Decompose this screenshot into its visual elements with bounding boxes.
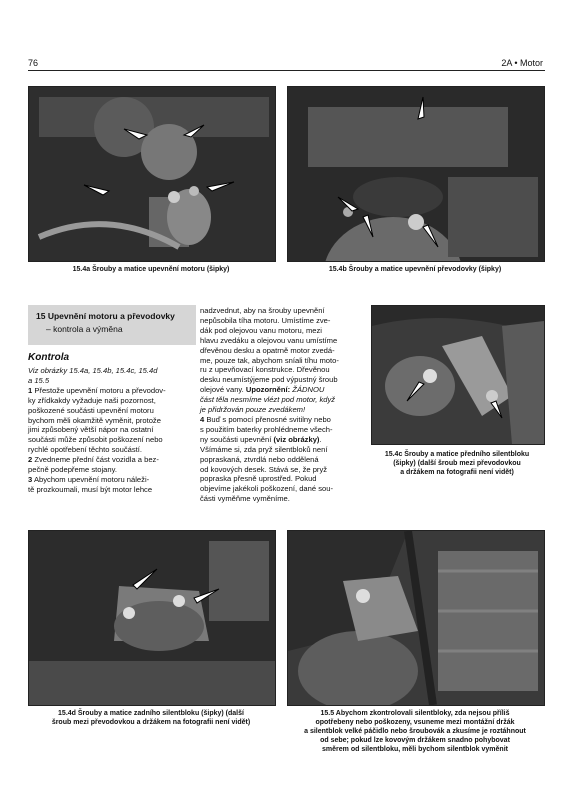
paragraph-line: pečně podepřeme stojany. (28, 465, 117, 475)
paragraph-line: me, pouze tak, abychom sníali tíhu moto- (200, 355, 339, 365)
caption-15-5: 15.5 Abychom zkontrolovali silentbloky, zda nejsou příliš opotřebeny nebo poškozeny, vsuneme mezi montážní držák a silentblok velké páčidlo nebo šroubovák a zkusíme je roztáhnout od sebe; pokud lze kovovým držákem snadno pohybovat směrem od silentbloku, měli bychom silentblok vyměnit (304, 710, 526, 753)
paragraph-line: od kovových desek. Stává se, že pryž (200, 464, 328, 474)
paragraph-line: objevíme jakékoli poškození, dané sou- (200, 484, 333, 494)
ref-line: Viz obrázky 15.4a, 15.4b, 15.4c, 15.4d (28, 366, 158, 375)
photo-engine-mounting (28, 86, 276, 262)
paragraph-line: je přidržován pouze zvedákem! (200, 405, 306, 415)
paragraph-line: tě prozkoumali, musí být motor lehce (28, 484, 153, 494)
photo-rear-mount (28, 530, 276, 706)
paragraph-line: části vyměňme vyměníme. (200, 494, 290, 504)
section-title: 15 Upevnění motoru a převodovky (36, 311, 175, 321)
photo-transmission-mounting (287, 86, 545, 262)
section-subtitle: – kontrola a výměna (46, 324, 123, 334)
paragraph-line: nadzvednut, aby na šrouby upevnění (200, 306, 325, 315)
paragraph-line: 1 Přestože upevnění motoru a převodov- (28, 385, 166, 395)
paragraph-line: součásti může způsobit poškození nebo (28, 435, 163, 445)
paragraph-line: s použitím baterky prohlédneme všech- (200, 424, 333, 434)
chapter-label: 2A • Motor (501, 58, 543, 68)
paragraph-line: ny součásti upevnění (viz obrázky). (200, 434, 322, 444)
photo-mount-check (287, 530, 545, 706)
paragraph-line: část těla nesmíme vlézt pod motor, když (200, 395, 336, 405)
paragraph-line: poškozené součásti upevnění motoru (28, 405, 154, 415)
photo-front-mount (371, 305, 545, 445)
caption-15-4d: 15.4d Šrouby a matice zadního silentbloku (šipky) (další šroub mezi převodovkou a držákem na fotografii není vidět) (51, 710, 251, 726)
paragraph-line: jimi způsobený větší nápor na ostatní (28, 425, 154, 435)
column-left (28, 366, 196, 495)
paragraph-line: hlavu zvedáku a olejovou vanu umístíme (200, 335, 338, 345)
header-rule (28, 70, 545, 71)
paragraph-line: dřevěnou desku a opatrně motor zvedá- (200, 345, 335, 355)
paragraph-line: 2 Zvedneme přední část vozidla a bez- (28, 455, 159, 465)
paragraph-line: ru z upevňovací konstrukce. Dřevěnou (200, 365, 330, 375)
page-number: 76 (28, 58, 39, 68)
paragraph-line: ky zřídkakdy vyžaduje naši pozornost, (28, 395, 156, 405)
paragraph-line: bychom měli okamžitě vyměnit, protože (28, 415, 161, 425)
paragraph-line: 4 Buď s pomocí přenosné svitilny nebo (200, 414, 331, 424)
paragraph-line: Všímáme si, zda pryž silentbloků není (200, 444, 328, 454)
caption-15-4a: 15.4a Šrouby a matice upevnění motoru (šipky) (72, 266, 230, 273)
paragraph-line: desku neumístýjeme pod výpustný šroub (200, 375, 338, 385)
caption-15-4b: 15.4b Šrouby a matice upevnění převodovky (šipky) (328, 266, 502, 273)
section-header-box (28, 305, 196, 345)
paragraph-line: dák pod olejovou vanu motoru, mezi (200, 325, 322, 335)
ref-line: a 15.5 (28, 375, 50, 385)
subheading-kontrola: Kontrola (28, 352, 70, 363)
paragraph-line: 3 Abychom upevnění motoru náleži- (28, 474, 150, 484)
paragraph-line: rychlé opotřebení těchto součástí. (28, 445, 142, 455)
paragraph-line: popraska přesně uprostřed. Pokud (200, 474, 317, 484)
paragraph-line: olejové vany. Upozornění: ŽÁDNOU (200, 385, 325, 395)
paragraph-line: popraskaná, ztvrdlá nebo oddělená (200, 454, 319, 464)
paragraph-line: nepůsobila tíha motoru. Umístíme zve- (200, 315, 331, 325)
column-middle (200, 306, 366, 504)
caption-15-4c: 15.4c Šrouby a matice předního silentbloku (šipky) (další šroub mezi převodovkou a držákem na fotografii není vidět) (384, 451, 530, 476)
